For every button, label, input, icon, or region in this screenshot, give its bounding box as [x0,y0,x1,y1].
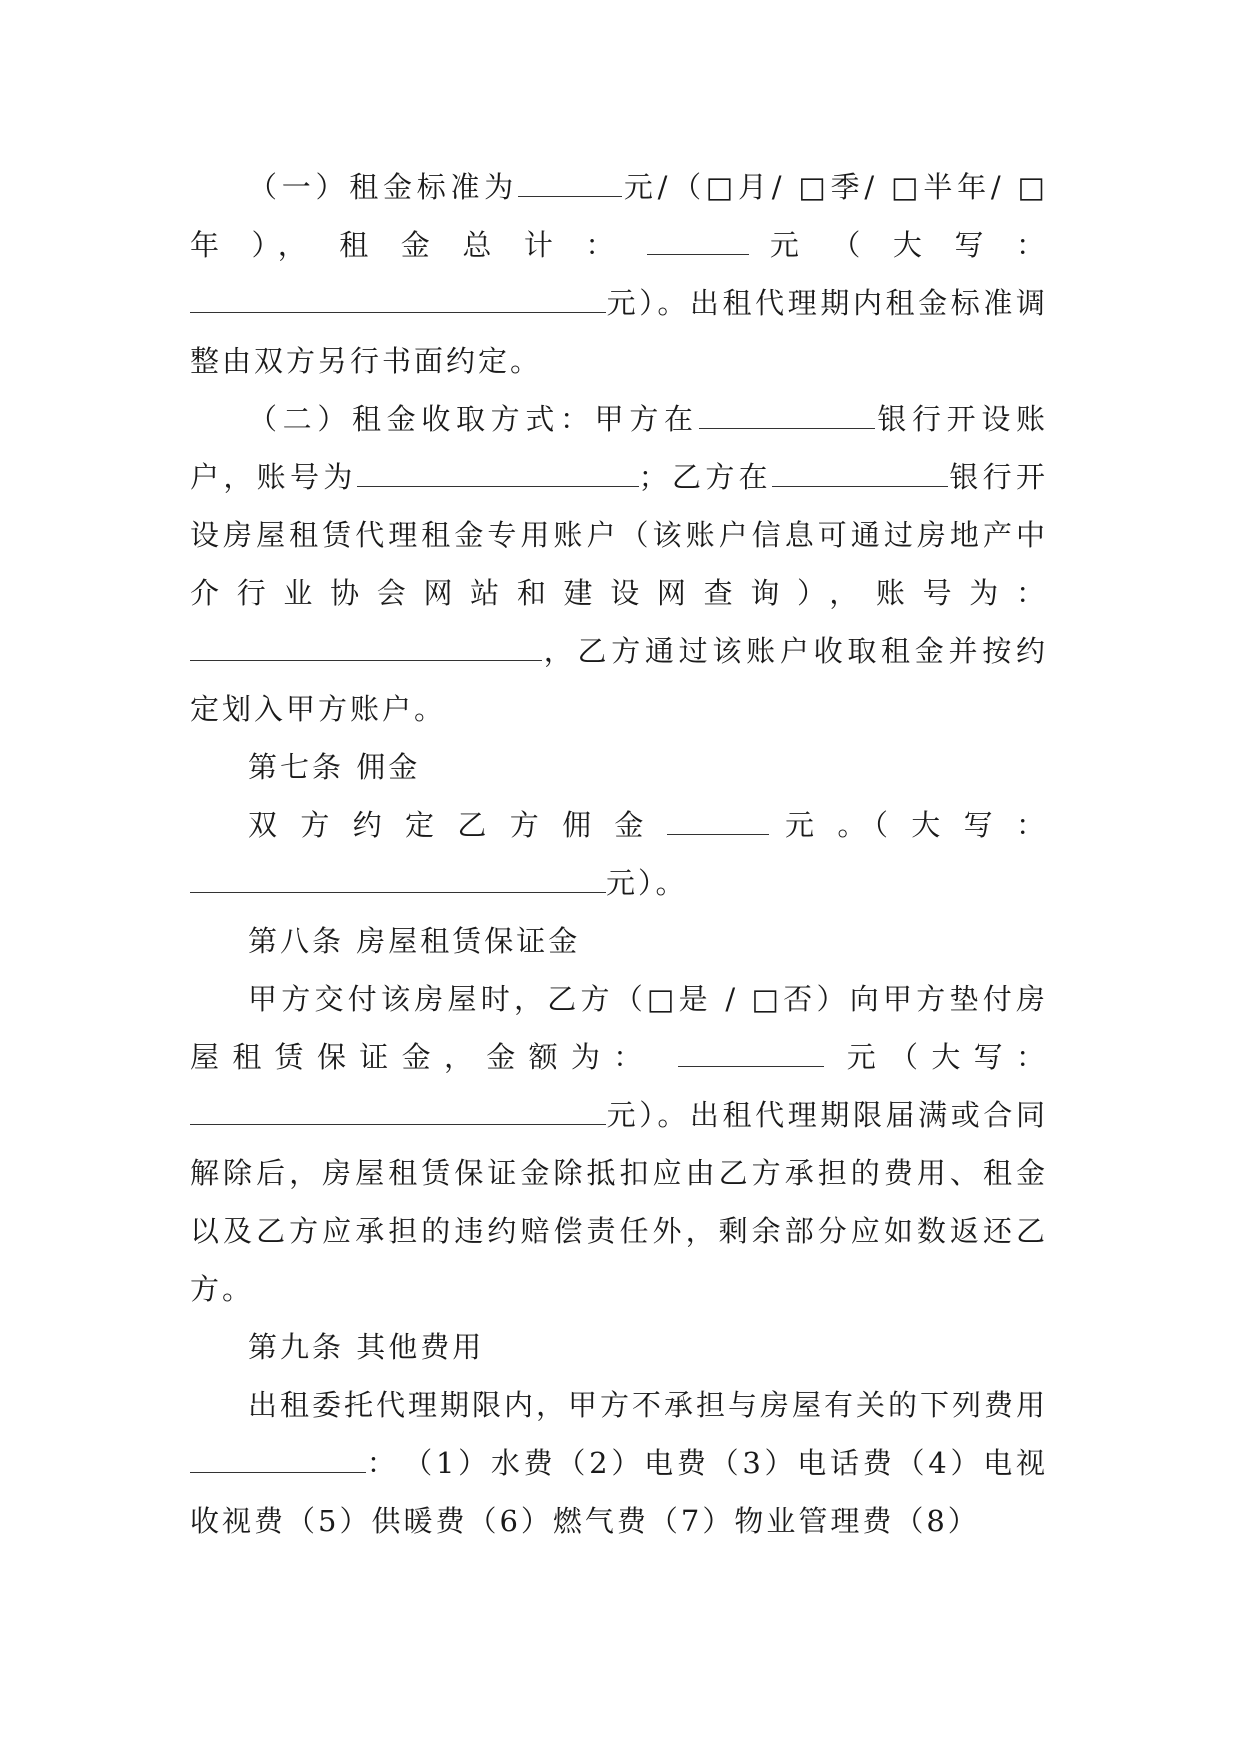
fill-in-blank[interactable] [190,636,542,661]
text-run: 第七条 佣金 [248,750,421,784]
commission-paragraph [190,796,1048,912]
fill-in-blank[interactable] [190,868,606,893]
text-run: 银行开设房屋租赁代理租金专用账户（该账户信息可通过房地产中介行业协会网站和建设网查询），账号为： [190,460,1048,610]
article-8-heading [190,912,1048,970]
fill-in-blank[interactable] [647,230,749,255]
text-run: 第八条 房屋租赁保证金 [248,924,581,958]
fill-in-blank[interactable] [678,1042,824,1067]
text-run: ；乙方在 [638,460,772,494]
deposit-paragraph [190,970,1048,1318]
text-run: 元 （ 大 写 ： [748,228,1048,262]
rent-standard-paragraph [190,158,1048,390]
text-run: （二）租金收取方式：甲方在 [248,402,699,436]
text-run: 银行开设账户，账号为 [190,402,1048,494]
article-9-heading [190,1318,1048,1376]
fill-in-blank[interactable] [190,288,606,313]
text-run: （一）租金标准为 [248,170,519,204]
text-run: 双 方 约 定 乙 方 佣 金 [248,808,667,842]
document-body [190,158,1048,1550]
fill-in-blank[interactable] [772,462,948,487]
other-fees-paragraph [190,1376,1048,1550]
text-run: 元）。 [606,866,688,900]
text-run: 元）。出租代理期限届满或合同解除后，房屋租赁保证金除抵扣应由乙方承担的费用、租金以及乙方应承担的违约赔偿责任外，剩余部分应如数返还乙方。 [190,1098,1048,1306]
rent-collection-paragraph [190,390,1048,738]
text-run: 元）。出租代理期内租金标准调整由双方另行书面约定。 [190,286,1048,378]
fill-in-blank[interactable] [357,462,639,487]
text-run: 元（大写： [824,1040,1049,1074]
fill-in-blank[interactable] [190,1448,366,1473]
text-run: 元/（□月/ □季/ □半年/ □ 年 ）， 租 金 总 计 ： [190,170,1048,262]
text-run: 出租委托代理期限内，甲方不承担与房屋有关的下列费用 [248,1388,1049,1422]
article-7-heading [190,738,1048,796]
fill-in-blank[interactable] [518,172,622,197]
text-run: 第九条 其他费用 [248,1330,485,1364]
fill-in-blank[interactable] [190,1100,606,1125]
text-run: 甲方交付该房屋时，乙方（□是 / □否）向甲方垫付房屋租赁保证金，金额为： [190,982,1048,1074]
fill-in-blank[interactable] [699,404,875,429]
text-run: ： （1）水费（2）电费（3）电话费（4）电视收视费（5）供暖费（6）燃气费（7）物业管理费（8） [190,1446,1048,1538]
text-run: 元 。（ 大 写 ： [768,808,1048,842]
text-run: ，乙方通过该账户收取租金并按约定划入甲方账户。 [190,634,1048,726]
fill-in-blank[interactable] [667,810,769,835]
